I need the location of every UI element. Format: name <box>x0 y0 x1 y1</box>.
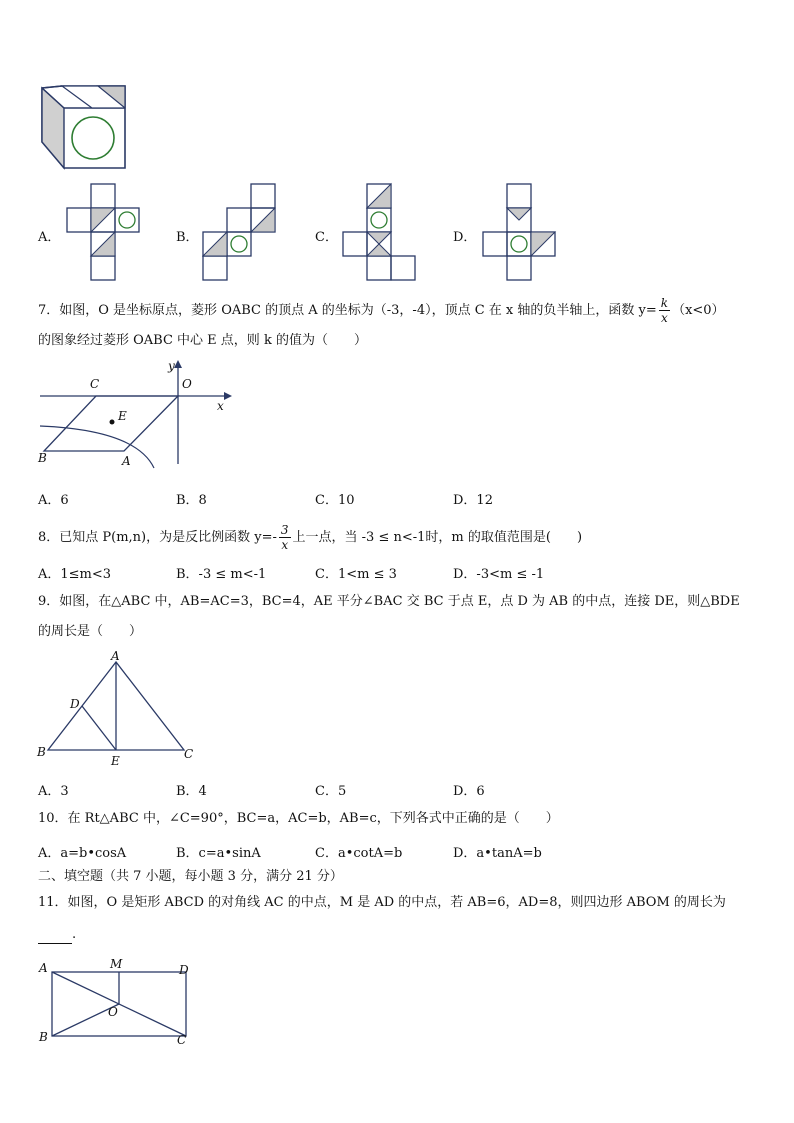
q10-stem: 10．在 Rt△ABC 中，∠C=90°，BC=a，AC=b，AB=c，下列各式中正确的是（ ） <box>38 811 559 826</box>
q10-option-b[interactable]: B．c=a•sinA <box>176 846 261 861</box>
q9-option-d[interactable]: D．6 <box>453 784 485 799</box>
q9-option-b[interactable]: B．4 <box>176 784 207 799</box>
q11-label-o: O <box>108 1005 118 1019</box>
q8-option-a[interactable]: A．1≤m<3 <box>38 567 112 582</box>
q8-frac-num: 3 <box>280 523 289 537</box>
q11-figure <box>36 956 196 1048</box>
net-c-figure <box>342 182 422 282</box>
q7-fraction <box>659 296 670 325</box>
q9-figure <box>34 650 200 768</box>
q11-line2 <box>38 926 76 944</box>
q11-label-m: M <box>110 957 123 971</box>
q11-label-d: D <box>179 963 189 977</box>
q10-option-c[interactable]: C．a•cotA=b <box>315 846 403 861</box>
q7-label-o: O <box>182 377 192 391</box>
q6-option-a[interactable]: A． <box>38 230 61 245</box>
q7-line1 <box>38 296 725 325</box>
q7-line1-post: （x<0） <box>672 303 725 318</box>
q10-option-d[interactable]: D．a•tanA=b <box>453 846 542 861</box>
q11-line1: 11．如图，O 是矩形 ABCD 的对角线 AC 的中点，M 是 AD 的中点，若 AB=6，AD=8，则四边形 ABOM 的周长为 <box>38 895 726 910</box>
q9-line1: 9．如图，在△ABC 中，AB=AC=3，BC=4，AE 平分∠BAC 交 BC 于点 E，点 D 为 AB 的中点，连接 DE，则△BDE <box>38 594 740 609</box>
q11-label-a: A <box>39 961 48 975</box>
net-d-figure <box>480 182 560 282</box>
q7-option-a[interactable]: A．6 <box>38 493 69 508</box>
q11-line2-end: . <box>72 927 77 942</box>
q9-line2: 的周长是（ ） <box>38 624 143 639</box>
q6-option-b[interactable]: B． <box>176 230 199 245</box>
q8-pre: 8．已知点 P(m,n)，为是反比例函数 y=- <box>38 530 277 545</box>
q8-fraction <box>279 523 291 552</box>
q11-label-c: C <box>177 1033 187 1047</box>
q9-label-a: A <box>111 650 120 663</box>
q7-label-y: y <box>168 359 175 373</box>
q9-option-c[interactable]: C．5 <box>315 784 347 799</box>
q6-option-d[interactable]: D． <box>453 230 477 245</box>
q8-option-d[interactable]: D．-3<m ≤ -1 <box>453 567 545 582</box>
q7-option-d[interactable]: D．12 <box>453 493 493 508</box>
q10-option-a[interactable]: A．a=b•cosA <box>38 846 127 861</box>
q7-label-a: A <box>122 454 131 468</box>
q7-line2: 的图象经过菱形 OABC 中心 E 点，则 k 的值为（ ） <box>38 333 367 348</box>
q7-frac-den: x <box>661 311 668 325</box>
q7-line1-pre: 7．如图，O 是坐标原点，菱形 OABC 的顶点 A 的坐标为（-3，-4），顶点 C 在 x 轴的负半轴上，函数 y= <box>38 303 657 318</box>
cube-figure <box>38 82 130 174</box>
q8-frac-den: x <box>281 538 289 552</box>
net-a-figure <box>64 182 144 282</box>
q9-option-a[interactable]: A．3 <box>38 784 69 799</box>
net-b-figure <box>202 182 282 282</box>
q9-label-d: D <box>70 697 80 711</box>
q8-post: 上一点，当 -3 ≤ n<-1时，m 的取值范围是( ) <box>292 530 583 545</box>
q9-label-e: E <box>111 754 120 768</box>
q8-stem <box>38 523 582 552</box>
q7-option-b[interactable]: B．8 <box>176 493 207 508</box>
q7-label-e: E <box>118 409 127 423</box>
q9-label-c: C <box>184 747 194 761</box>
q9-label-b: B <box>37 745 46 759</box>
q11-label-b: B <box>39 1030 48 1044</box>
q7-label-c: C <box>90 377 100 391</box>
q11-answer-blank[interactable] <box>38 931 72 944</box>
q7-frac-num: k <box>660 296 669 310</box>
q7-option-c[interactable]: C．10 <box>315 493 355 508</box>
q7-label-b: B <box>38 451 47 465</box>
q8-option-b[interactable]: B．-3 ≤ m<-1 <box>176 567 267 582</box>
q7-label-x: x <box>217 399 224 413</box>
section-2-title: 二、填空题（共 7 小题，每小题 3 分，满分 21 分） <box>38 869 343 884</box>
q8-option-c[interactable]: C．1<m ≤ 3 <box>315 567 397 582</box>
q6-option-c[interactable]: C． <box>315 230 338 245</box>
q7-figure <box>36 358 232 470</box>
